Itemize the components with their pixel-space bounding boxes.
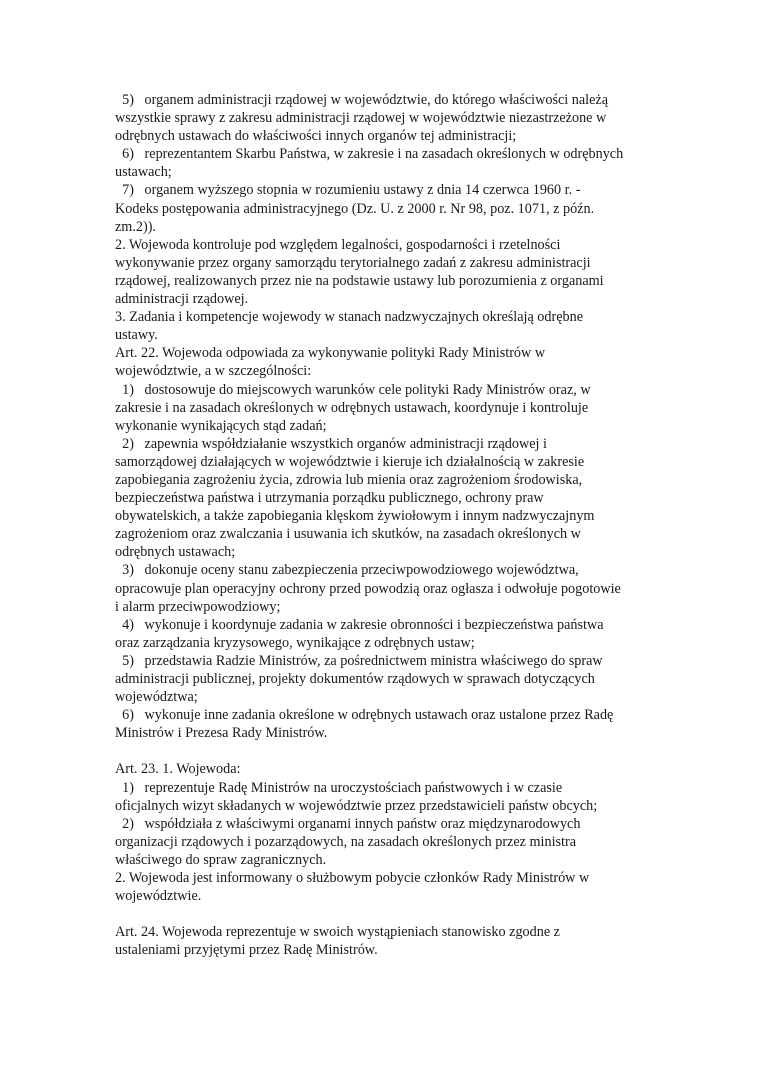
text-line: 5) przedstawia Radzie Ministrów, za pośrednictwem ministra właściwego do spraw: [115, 652, 603, 669]
text-line: 6) reprezentantem Skarbu Państwa, w zakresie i na zasadach określonych w odrębnych: [115, 146, 624, 163]
blank-line: [115, 905, 675, 923]
text-line: 3) dokonuje oceny stanu zabezpieczenia przeciwpowodziowego województwa,: [115, 562, 579, 579]
blank-line: [115, 742, 675, 760]
text-line: wszystkie sprawy z zakresu administracji rządowej w województwie niezastrzeżone w: [115, 110, 607, 127]
text-line: Art. 24. Wojewoda reprezentuje w swoich wystąpieniach stanowisko zgodne z: [115, 924, 560, 941]
text-line: oficjalnych wizyt składanych w województwie przez przedstawicieli państw obcych;: [115, 797, 598, 814]
text-line: wykonywanie przez organy samorządu terytorialnego zadań z zakresu administracji: [115, 254, 591, 271]
text-line: odrębnych ustawach do właściwości innych organów tej administracji;: [115, 128, 517, 145]
text-line: ustawach;: [115, 164, 172, 181]
text-line: Ministrów i Prezesa Rady Ministrów.: [115, 725, 328, 742]
text-line: zapobiegania zagrożeniu życia, zdrowia lub mienia oraz zagrożeniom środowiska,: [115, 471, 583, 488]
text-line: organizacji rządowych i pozarządowych, na zasadach określonych przez ministra: [115, 833, 577, 850]
text-line: opracowuje plan operacyjny ochrony przed powodzią oraz ogłasza i odwołuje pogotowie: [115, 580, 621, 597]
text-line: zagrożeniom oraz zwalczania i usuwania ich skutków, na zasadach określonych w: [115, 526, 581, 543]
text-line: 1) dostosowuje do miejscowych warunków cele polityki Rady Ministrów oraz, w: [115, 381, 591, 398]
text-line: 1) reprezentuje Radę Ministrów na uroczystościach państwowych i w czasie: [115, 779, 563, 796]
text-line: 2) współdziała z właściwymi organami innych państw oraz międzynarodowych: [115, 815, 581, 832]
text-line: samorządowej działających w województwie i kieruje ich działalnością w zakresie: [115, 453, 585, 470]
text-line: 4) wykonuje i koordynuje zadania w zakresie obronności i bezpieczeństwa państwa: [115, 616, 604, 633]
text-line: 5) organem administracji rządowej w województwie, do którego właściwości należą: [115, 92, 608, 108]
text-line: oraz zarządzania kryzysowego, wynikające z odrębnych ustaw;: [115, 634, 475, 651]
document-body: [115, 91, 675, 960]
text-line: obywatelskich, a także zapobiegania klęskom żywiołowym i innym nadzwyczajnym: [115, 508, 595, 525]
text-line: 2. Wojewoda kontroluje pod względem legalności, gospodarności i rzetelności: [115, 236, 561, 253]
text-line: Kodeks postępowania administracyjnego (Dz. U. z 2000 r. Nr 98, poz. 1071, z późn.: [115, 200, 595, 217]
text-line: 3. Zadania i kompetencje wojewody w stanach nadzwyczajnych określają odrębne: [115, 309, 584, 326]
text-line: 6) wykonuje inne zadania określone w odrębnych ustawach oraz ustalone przez Radę: [115, 707, 614, 724]
text-line: 2) zapewnia współdziałanie wszystkich organów administracji rządowej i: [115, 435, 547, 452]
text-line: administracji publicznej, projekty dokumentów rządowych w sprawach dotyczących: [115, 671, 595, 687]
text-line: województwie, a w szczególności:: [115, 363, 312, 380]
text-line: ustaleniami przyjętymi przez Radę Ministrów.: [115, 942, 378, 959]
text-line: zakresie i na zasadach określonych w odrębnych ustawach, koordynuje i kontroluje: [115, 399, 589, 416]
text-line: województwa;: [115, 689, 198, 706]
text-line: bezpieczeństwa państwa i utrzymania porządku publicznego, ochrony praw: [115, 490, 544, 507]
text-line: 2. Wojewoda jest informowany o służbowym pobycie członków Rady Ministrów w: [115, 870, 590, 887]
text-line: Art. 23. 1. Wojewoda:: [115, 761, 241, 778]
text-line: ustawy.: [115, 327, 158, 344]
text-line: rządowej, realizowanych przez nie na podstawie ustawy lub porozumienia z organami: [115, 272, 604, 289]
text-line: i alarm przeciwpowodziowy;: [115, 598, 281, 615]
text-line: właściwego do spraw zagranicznych.: [115, 851, 327, 868]
text-line: wykonanie wynikających stąd zadań;: [115, 417, 327, 434]
text-line: administracji rządowej.: [115, 291, 249, 308]
text-line: Art. 22. Wojewoda odpowiada za wykonywanie polityki Rady Ministrów w: [115, 345, 546, 362]
text-line: województwie.: [115, 888, 202, 905]
text-line: zm.2)).: [115, 218, 156, 235]
text-line: 7) organem wyższego stopnia w rozumieniu ustawy z dnia 14 czerwca 1960 r. -: [115, 182, 581, 199]
text-line: odrębnych ustawach;: [115, 544, 236, 561]
